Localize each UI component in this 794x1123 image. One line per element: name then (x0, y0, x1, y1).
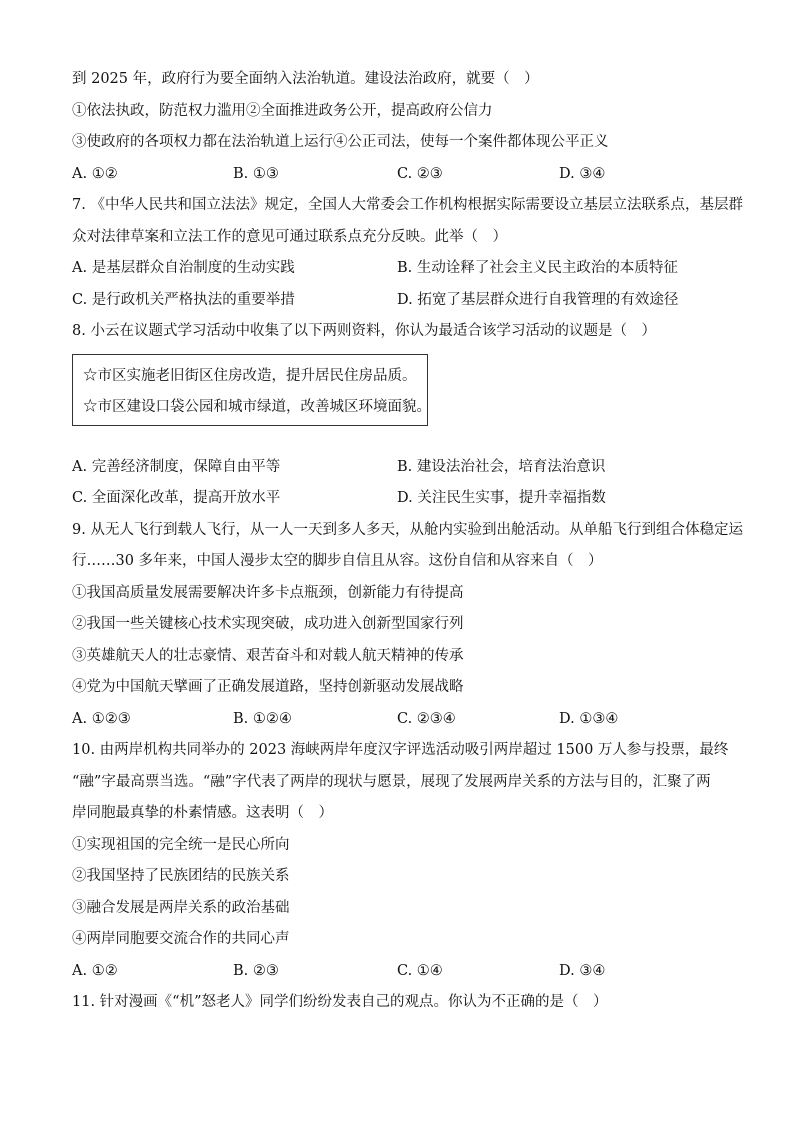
question-10-statement: ①实现祖国的完全统一是民心所向 (72, 836, 290, 853)
option-b[interactable]: B. ①②④ (233, 710, 292, 727)
option-a[interactable]: A. ①② (72, 962, 118, 979)
option-c[interactable]: C. ②③ (397, 165, 443, 182)
question-8-options (72, 483, 732, 515)
question-10-stem: 岸同胞最真挚的朴素情感。这表明（ ） (72, 805, 333, 821)
option-b[interactable]: B. ②③ (233, 962, 279, 979)
question-9-stem: 9. 从无人飞行到载人飞行，从一人一天到多人多天，从舱内实验到出舱活动。从单船飞行到组合体稳定运 (72, 521, 743, 538)
option-a[interactable]: A. ①② (72, 165, 118, 182)
option-d[interactable]: D. ①③④ (559, 710, 619, 727)
question-9-statement: ④党为中国航天擘画了正确发展道路，坚持创新驱动发展战略 (72, 679, 464, 695)
question-10-stem: “融”字最高票当选。“融”字代表了两岸的现状与愿景，展现了发展两岸关系的方法与目的，汇聚了两 (72, 773, 711, 790)
option-a[interactable]: A. 是基层群众自治制度的生动实践 (72, 260, 295, 276)
question-8-options (72, 452, 732, 484)
option-b[interactable]: B. 生动诠释了社会主义民主政治的本质特征 (397, 260, 678, 276)
question-9-statement: ③英雄航天人的壮志豪情、艰苦奋斗和对载人航天精神的传承 (72, 647, 464, 664)
option-a[interactable]: A. ①②③ (72, 710, 131, 727)
question-6-stem: 到 2025 年，政府行为要全面纳入法治轨道。建设法治政府，就要（ ） (72, 71, 539, 87)
option-c[interactable]: C. ②③④ (397, 710, 456, 727)
question-7-stem: 7. 《中华人民共和国立法法》规定，全国人大常委会工作机构根据实际需要设立基层立法联系点，基层群 (72, 197, 743, 213)
question-9-statement: ②我国一些关键核心技术实现突破，成功进入创新型国家行列 (72, 616, 464, 632)
option-a[interactable]: A. 完善经济制度，保障自由平等 (72, 458, 281, 475)
question-7-options (72, 285, 732, 317)
material-item: ☆市区实施老旧街区住房改造，提升居民住房品质。 (83, 367, 417, 384)
question-6-statement: ①依法执政，防范权力滥用②全面推进政务公开，提高政府公信力 (72, 102, 493, 119)
question-10-options (72, 956, 732, 988)
question-10-statement: ③融合发展是两岸关系的政治基础 (72, 899, 290, 916)
question-11-stem: 11. 针对漫画《“机”怒老人》同学们纷纷发表自己的观点。你认为不正确的是（ ） (72, 994, 608, 1010)
question-9-stem: 行……30 多年来，中国人漫步太空的脚步自信且从容。这份自信和从容来自（ ） (72, 553, 603, 569)
option-b[interactable]: B. 建设法治社会，培育法治意识 (397, 458, 606, 475)
option-c[interactable]: C. ①④ (397, 962, 443, 979)
question-7-stem: 众对法律草案和立法工作的意见可通过联系点充分反映。此举（ ） (72, 228, 507, 245)
material-item: ☆市区建设口袋公园和城市绿道，改善城区环境面貌。 (83, 398, 431, 415)
question-6-options (72, 159, 732, 191)
option-b[interactable]: B. ①③ (233, 165, 279, 182)
question-6-statement: ③使政府的各项权力都在法治轨道上运行④公正司法，使每一个案件都体现公平正义 (72, 134, 609, 150)
question-10-stem: 10. 由两岸机构共同举办的 2023 海峡两岸年度汉字评选活动吸引两岸超过 1500 万人参与投票，最终 (72, 742, 729, 758)
question-10-statement: ②我国坚持了民族团结的民族关系 (72, 868, 290, 884)
question-9-statement: ①我国高质量发展需要解决许多卡点瓶颈，创新能力有待提高 (72, 584, 464, 601)
option-c[interactable]: C. 是行政机关严格执法的重要举措 (72, 291, 295, 308)
question-7-options (72, 253, 732, 285)
option-d[interactable]: D. ③④ (559, 962, 606, 979)
material-box (72, 354, 431, 426)
option-d[interactable]: D. ③④ (559, 165, 606, 182)
exam-page (72, 64, 743, 1019)
question-10-statement: ④两岸同胞要交流合作的共同心声 (72, 931, 290, 947)
option-d[interactable]: D. 拓宽了基层群众进行自我管理的有效途径 (397, 291, 679, 308)
option-c[interactable]: C. 全面深化改革，提高开放水平 (72, 490, 281, 506)
question-8-stem: 8. 小云在议题式学习活动中收集了以下两则资料，你认为最适合该学习活动的议题是（ ） (72, 323, 656, 339)
option-d[interactable]: D. 关注民生实事，提升幸福指数 (397, 490, 606, 506)
question-9-options (72, 704, 732, 736)
